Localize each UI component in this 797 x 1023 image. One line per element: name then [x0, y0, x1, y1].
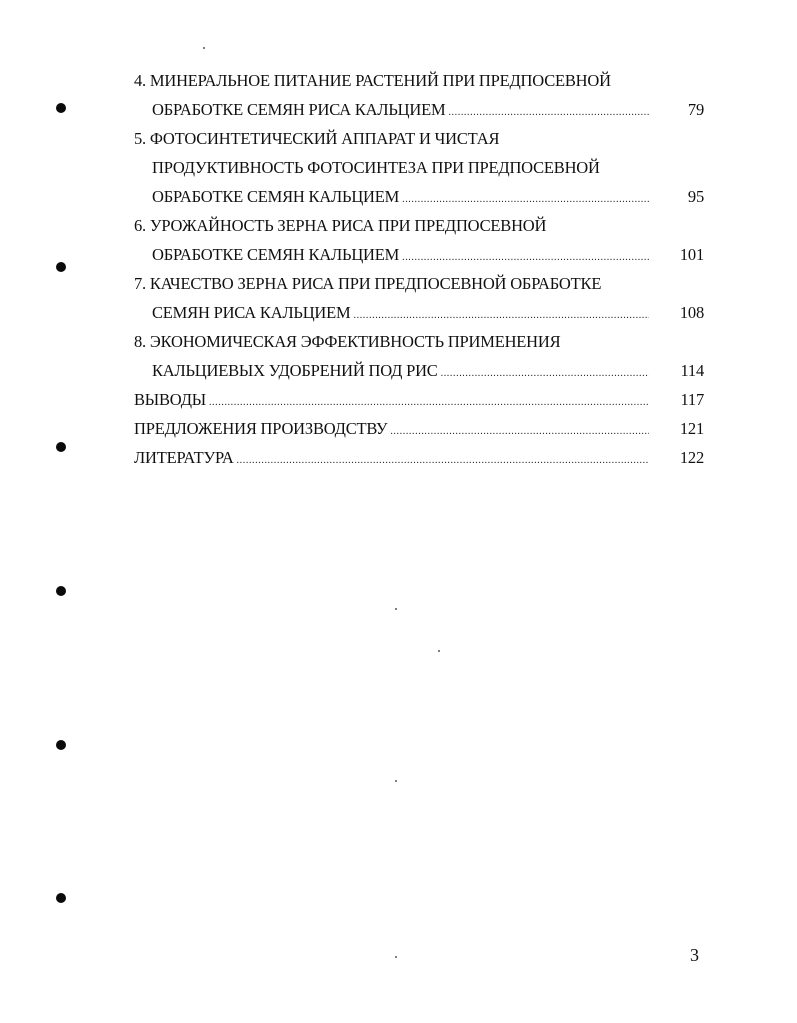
- toc-entry-4-line-2: [134, 95, 704, 124]
- toc-page-number: 79: [687, 100, 704, 119]
- punch-hole-4: [56, 586, 66, 596]
- scan-speck: [395, 956, 397, 958]
- table-of-contents: [134, 66, 704, 472]
- page-number: 3: [690, 945, 699, 965]
- toc-entry-title: ПРЕДЛОЖЕНИЯ ПРОИЗВОДСТВУ: [134, 419, 388, 438]
- dot-leader: [402, 185, 649, 214]
- toc-page-number: 117: [680, 390, 704, 409]
- toc-entry-proposals: [134, 414, 704, 443]
- scan-speck: [395, 780, 397, 782]
- toc-entry-7-line-1: [134, 269, 704, 298]
- toc-entry-title: СЕМЯН РИСА КАЛЬЦИЕМ: [152, 303, 351, 322]
- toc-entry-5-line-3: [134, 182, 704, 211]
- dot-leader: [402, 243, 649, 272]
- toc-entry-title: ВЫВОДЫ: [134, 390, 206, 409]
- dot-leader: [390, 417, 649, 446]
- toc-entry-title: ОБРАБОТКЕ СЕМЯН РИСА КАЛЬЦИЕМ: [152, 100, 446, 119]
- toc-entry-title: 8. ЭКОНОМИЧЕСКАЯ ЭФФЕКТИВНОСТЬ ПРИМЕНЕНИЯ: [134, 332, 561, 351]
- scan-speck: [395, 608, 397, 610]
- toc-entry-title: ОБРАБОТКЕ СЕМЯН КАЛЬЦИЕМ: [152, 187, 400, 206]
- punch-hole-1: [56, 103, 66, 113]
- dot-leader: [237, 446, 649, 475]
- toc-entry-6-line-1: [134, 211, 704, 240]
- toc-entry-title: ЛИТЕРАТУРА: [134, 448, 234, 467]
- toc-entry-5-line-1: [134, 124, 704, 153]
- toc-entry-8-line-1: [134, 327, 704, 356]
- toc-entry-title: КАЛЬЦИЕВЫХ УДОБРЕНИЙ ПОД РИС: [152, 361, 438, 380]
- toc-entry-title: ОБРАБОТКЕ СЕМЯН КАЛЬЦИЕМ: [152, 245, 400, 264]
- toc-page-number: 101: [679, 245, 704, 264]
- toc-entry-title: ПРОДУКТИВНОСТЬ ФОТОСИНТЕЗА ПРИ ПРЕДПОСЕВНОЙ: [152, 158, 600, 177]
- toc-entry-title: 5. ФОТОСИНТЕТИЧЕСКИЙ АППАРАТ И ЧИСТАЯ: [134, 129, 500, 148]
- toc-entry-5-line-2: [134, 153, 704, 182]
- toc-page-number: 114: [680, 361, 704, 380]
- toc-entry-8-line-2: [134, 356, 704, 385]
- toc-page-number: 122: [679, 448, 704, 467]
- punch-hole-2: [56, 262, 66, 272]
- toc-entry-title: 6. УРОЖАЙНОСТЬ ЗЕРНА РИСА ПРИ ПРЕДПОСЕВНОЙ: [134, 216, 547, 235]
- scan-speck: [203, 47, 205, 49]
- toc-entry-literature: [134, 443, 704, 472]
- toc-entry-4-line-1: [134, 66, 704, 95]
- toc-entry-7-line-2: [134, 298, 704, 327]
- toc-entry-conclusions: [134, 385, 704, 414]
- toc-page-number: 108: [679, 303, 704, 322]
- toc-entry-title: 7. КАЧЕСТВО ЗЕРНА РИСА ПРИ ПРЕДПОСЕВНОЙ ОБРАБОТКЕ: [134, 274, 602, 293]
- toc-entry-6-line-2: [134, 240, 704, 269]
- toc-page-number: 95: [687, 187, 704, 206]
- toc-page-number: 121: [679, 419, 704, 438]
- punch-hole-5: [56, 740, 66, 750]
- punch-hole-3: [56, 442, 66, 452]
- dot-leader: [448, 98, 649, 127]
- dot-leader: [354, 301, 650, 330]
- punch-hole-6: [56, 893, 66, 903]
- toc-entry-title: 4. МИНЕРАЛЬНОЕ ПИТАНИЕ РАСТЕНИЙ ПРИ ПРЕДПОСЕВНОЙ: [134, 71, 611, 90]
- dot-leader: [209, 388, 649, 417]
- scan-speck: [438, 650, 440, 652]
- dot-leader: [441, 359, 649, 388]
